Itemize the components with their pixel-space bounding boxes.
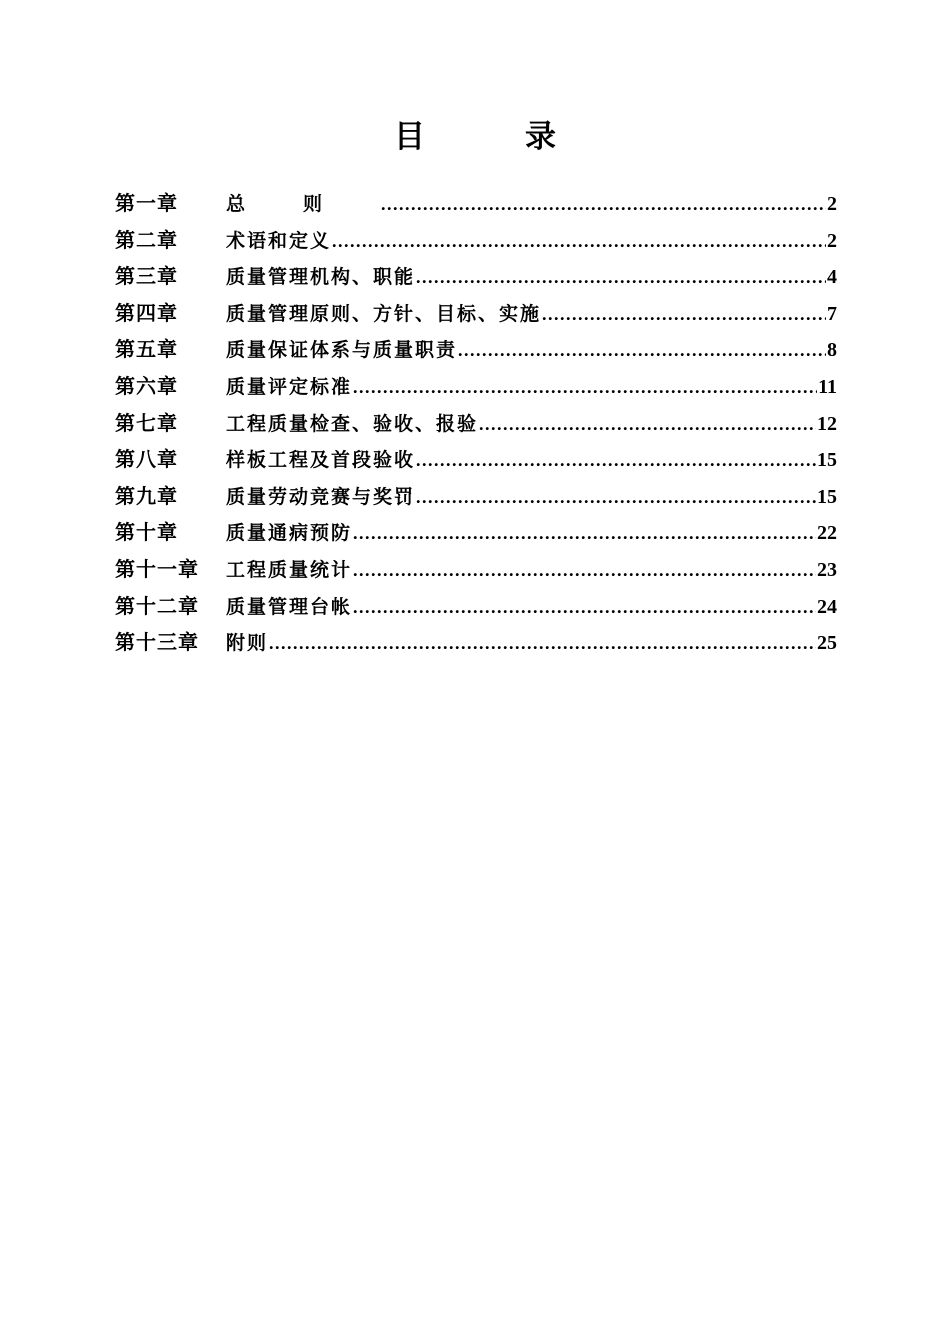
dot-leader <box>458 332 826 369</box>
toc-entry[interactable] <box>115 624 837 661</box>
toc-entry[interactable] <box>115 551 837 588</box>
dot-leader <box>353 589 816 626</box>
chapter-title: 质量通病预防 <box>226 522 353 545</box>
dot-leader <box>269 625 816 662</box>
chapter-number: 第六章 <box>115 373 178 398</box>
dot-leader <box>353 515 816 552</box>
toc-entry[interactable] <box>115 295 837 332</box>
chapter-number: 第十一章 <box>115 556 199 581</box>
chapter-title: 工程质量检查、验收、报验 <box>226 412 479 435</box>
dot-leader <box>353 369 817 406</box>
dot-leader <box>353 552 816 589</box>
toc-entry[interactable] <box>115 185 837 222</box>
page-number: 15 <box>817 485 837 508</box>
chapter-title: 质量管理机构、职能 <box>226 266 416 289</box>
chapter-title: 质量评定标准 <box>226 375 353 398</box>
dot-leader <box>416 259 826 296</box>
page-number: 2 <box>827 193 837 215</box>
page-number: 23 <box>817 558 837 581</box>
chapter-number: 第五章 <box>115 337 178 362</box>
chapter-title: 工程质量统计 <box>226 558 353 581</box>
toc-entry[interactable] <box>115 368 837 405</box>
chapter-number: 第九章 <box>115 483 178 508</box>
chapter-title: 质量管理台帐 <box>226 595 353 618</box>
chapter-number: 第二章 <box>115 227 178 252</box>
chapter-title: 术语和定义 <box>226 229 332 252</box>
chapter-title: 附则 <box>226 632 269 655</box>
chapter-number: 第一章 <box>115 191 178 215</box>
toc-entry[interactable] <box>115 222 837 259</box>
page-number: 15 <box>817 449 837 472</box>
page-number: 11 <box>818 375 837 398</box>
page-number: 7 <box>827 302 837 325</box>
dot-leader <box>381 186 826 223</box>
page-number: 2 <box>827 229 837 252</box>
chapter-number: 第八章 <box>115 447 178 472</box>
dot-leader <box>542 296 826 333</box>
chapter-number: 第三章 <box>115 264 178 289</box>
dot-leader <box>416 479 816 516</box>
toc-entry[interactable] <box>115 258 837 295</box>
chapter-number: 第七章 <box>115 410 178 435</box>
dot-leader <box>479 406 816 443</box>
chapter-title: 质量劳动竞赛与奖罚 <box>226 485 416 508</box>
toc-entry[interactable] <box>115 441 837 478</box>
dot-leader <box>416 442 816 479</box>
chapter-number: 第四章 <box>115 300 178 325</box>
toc-entry[interactable] <box>115 478 837 515</box>
page-number: 22 <box>817 522 837 545</box>
chapter-number: 第十章 <box>115 520 178 545</box>
toc-entry[interactable] <box>115 331 837 368</box>
page-number: 4 <box>827 266 837 289</box>
chapter-title: 总则 <box>226 193 381 215</box>
chapter-title: 质量保证体系与质量职责 <box>226 339 458 362</box>
toc-entry[interactable] <box>115 405 837 442</box>
page-number: 24 <box>817 595 837 618</box>
dot-leader <box>332 223 826 260</box>
page-number: 12 <box>817 412 837 435</box>
chapter-number: 第十二章 <box>115 593 199 618</box>
page-number: 25 <box>817 632 837 655</box>
toc-entry[interactable] <box>115 514 837 551</box>
page-number: 8 <box>827 339 837 362</box>
chapter-title: 质量管理原则、方针、目标、实施 <box>226 302 542 325</box>
chapter-title: 样板工程及首段验收 <box>226 449 416 472</box>
toc-list <box>115 185 837 661</box>
toc-entry[interactable] <box>115 588 837 625</box>
toc-title: 目录 <box>394 119 656 155</box>
chapter-number: 第十三章 <box>115 630 199 655</box>
